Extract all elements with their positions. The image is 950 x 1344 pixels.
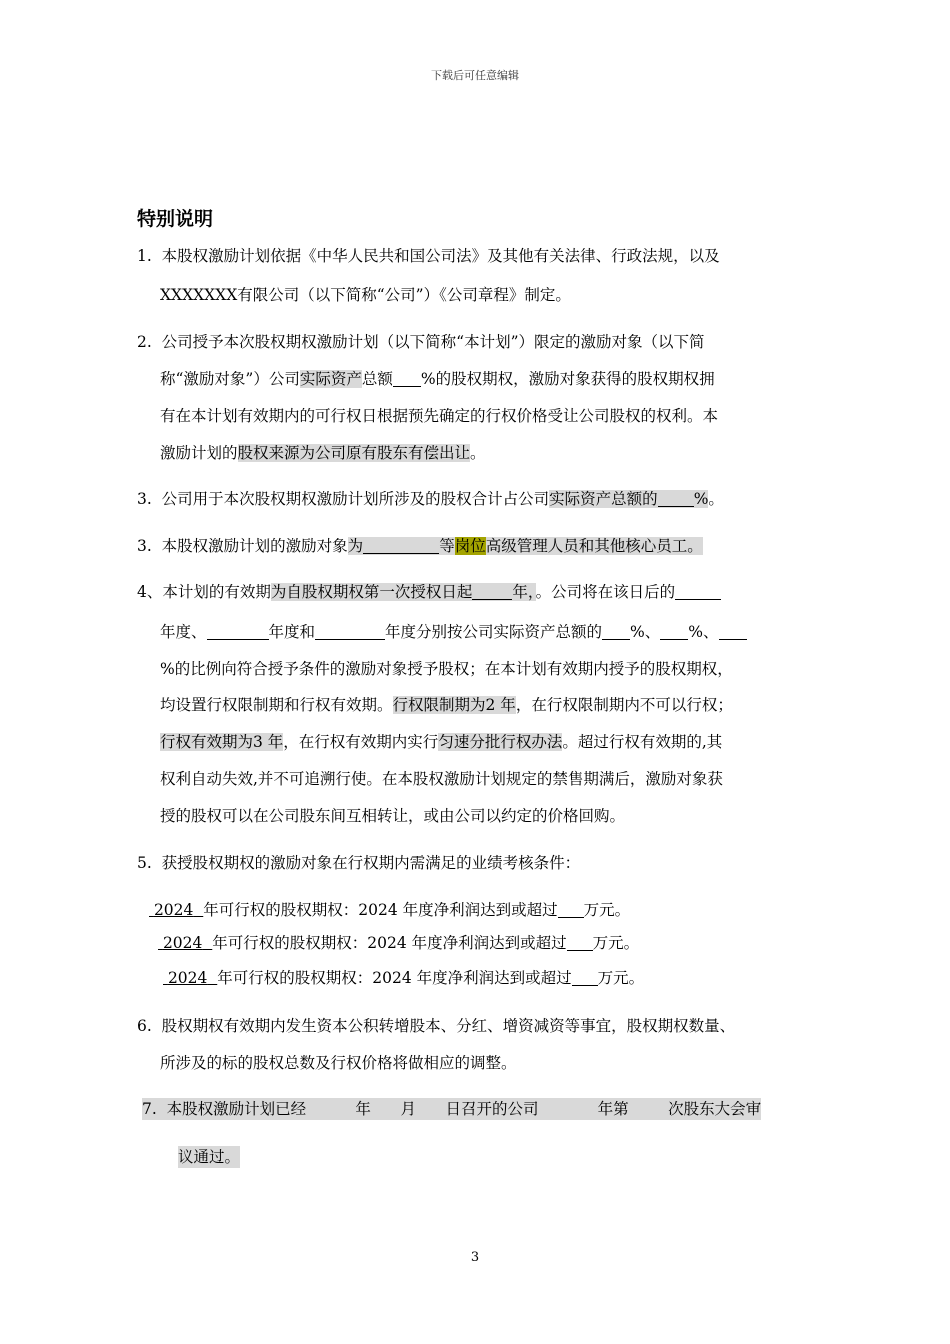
performance-row-3 [163, 967, 644, 989]
text-run: 万元。 [583, 901, 631, 919]
text-run: 年度和 [268, 623, 316, 641]
highlight-total-assets [549, 490, 708, 508]
text-run: %、 [688, 623, 719, 641]
year-blank[interactable] [207, 623, 269, 640]
text-run: 称“激励对象”）公司 [160, 370, 300, 388]
text-run: 年， [512, 583, 536, 601]
highlight-actual-assets: 实际资产 [299, 370, 362, 388]
text-run: 。超过行权有效期的,其 [562, 733, 723, 751]
item-5-line [137, 852, 580, 874]
text-run: 为 [347, 537, 364, 555]
page-number: 3 [470, 1250, 480, 1265]
text-run: 激励计划的 [160, 444, 238, 462]
text-run: 年度、 [160, 623, 207, 641]
text-run: 等 [439, 537, 455, 555]
text-run: ，在行权有效期内实行 [283, 733, 439, 751]
item-4-line-5 [160, 731, 722, 753]
item-1-line-1 [137, 245, 720, 267]
text-run: 万元。 [597, 969, 645, 987]
text-run: 4、本计划的有效期 [137, 583, 271, 601]
text-run: 年可行权的股权期权：2024 年度净利润达到或超过 [217, 969, 572, 987]
item-4-line-2 [160, 621, 747, 643]
item-7-line-2: 议通过。 [178, 1148, 241, 1166]
text-run: 年可行权的股权期权：2024 年度净利润达到或超过 [212, 934, 567, 952]
text-run: 总额 [361, 370, 393, 388]
text-run: %、 [630, 623, 661, 641]
item-1-line-2: XXXXXXX有限公司（以下简称“公司”）《公司章程》制定。 [160, 286, 571, 304]
text-run: % [693, 490, 709, 508]
highlight-restriction-period: 行权限制期为2 年 [392, 696, 516, 714]
position-blank[interactable] [363, 537, 439, 554]
text-run: 2024 [162, 934, 203, 952]
text-run: 均设置行权限制期和行权有效期。 [160, 696, 393, 714]
text-run: %的股权期权，激励对象获得的股权期权拥 [420, 370, 715, 388]
item-3b-number: 3. [137, 537, 152, 555]
percent-blank[interactable] [602, 623, 630, 640]
item-2-text: 公司授予本次股权期权激励计划（以下简称“本计划”）限定的激励对象（以下简 [161, 333, 705, 351]
item-3-line [137, 488, 724, 510]
item-4-line-7: 授的股权可以在公司股东间互相转让，或由公司以约定的价格回购。 [160, 807, 626, 825]
item-2-line-1 [137, 331, 705, 353]
highlight-exercise-method: 匀速分批行权办法 [438, 733, 563, 751]
page-header: 下载后可任意编辑 [431, 69, 519, 82]
performance-row-2 [158, 932, 639, 954]
text-run: 万元。 [592, 934, 640, 952]
text-run: 股权期权有效期内发生资本公积转增股本、分红、增资减资等事宜，股权期权数量、 [161, 1017, 736, 1035]
item-3b-line [137, 535, 703, 557]
item-7-line-1: 7. 本股权激励计划已经 年 月 日召开的公司 年第 次股东大会审 [142, 1100, 762, 1118]
text-run: 2024 [167, 969, 208, 987]
item-1-text: 本股权激励计划依据《中华人民共和国公司法》及其他有关法律、行政法规，以及 [161, 247, 720, 265]
highlight-equity-source: 股权来源为公司原有股东有偿出让 [237, 444, 471, 462]
text-run: 公司用于本次股权期权激励计划所涉及的股权合计占公司 [161, 490, 550, 508]
year-blank[interactable] [675, 583, 721, 600]
text-run: 为自股权期权第一次授权日起 [270, 583, 473, 601]
percent-blank[interactable] [660, 623, 688, 640]
years-blank[interactable] [472, 583, 512, 600]
year-value [149, 901, 203, 919]
item-5-number: 5. [137, 854, 152, 872]
text-run: 实际资产总额的 [549, 490, 658, 508]
text-run: ，在行权限制期内不可以行权； [515, 696, 733, 714]
profit-blank[interactable] [567, 934, 593, 951]
item-4-line-1 [137, 581, 721, 603]
percent-blank[interactable] [393, 370, 421, 387]
profit-blank[interactable] [558, 901, 584, 918]
text-run: 年可行权的股权期权：2024 年度净利润达到或超过 [203, 901, 558, 919]
text-run: 。公司将在该日后的 [535, 583, 676, 601]
item-2-number: 2. [137, 333, 152, 351]
item-2-line-3: 有在本计划有效期内的可行权日根据预先确定的行权价格受让公司股权的权利。本 [160, 407, 719, 425]
highlight-exercise-period: 行权有效期为3 年 [160, 733, 284, 751]
text-run: 本股权激励计划的激励对象 [161, 537, 348, 555]
text-run: 获授股权期权的激励对象在行权期内需满足的业绩考核条件： [161, 854, 581, 872]
text-run: 。 [470, 444, 486, 462]
text-run: 2024 [153, 901, 194, 919]
highlight-target-group [348, 537, 703, 555]
item-1-number: 1. [137, 247, 152, 265]
year-value [163, 969, 217, 987]
year-value [158, 934, 212, 952]
percent-blank[interactable] [719, 623, 747, 640]
performance-row-1 [149, 899, 630, 921]
item-4-line-3: %的比例向符合授予条件的激励对象授予股权；在本计划有效期内授予的股权期权， [160, 660, 733, 678]
percent-blank[interactable] [658, 490, 694, 507]
item-4-line-6: 权利自动失效,并不可追溯行使。在本股权激励计划规定的禁售期满后，激励对象获 [160, 770, 723, 788]
text-run: 年度分别按公司实际资产总额的 [385, 623, 603, 641]
item-6-number: 6. [137, 1017, 152, 1035]
item-3-number: 3. [137, 490, 152, 508]
profit-blank[interactable] [572, 969, 598, 986]
highlight-validity-period [271, 583, 536, 601]
item-2-line-4 [160, 442, 486, 464]
text-run: 高级管理人员和其他核心员工。 [485, 537, 703, 555]
item-6-line-1 [137, 1015, 735, 1037]
year-blank[interactable] [315, 623, 385, 640]
item-4-line-4 [160, 694, 733, 716]
text-run: 。 [708, 490, 724, 508]
item-2-line-2 [160, 368, 715, 390]
section-title: 特别说明 [137, 208, 214, 230]
item-6-line-2: 所涉及的标的股权总数及行权价格将做相应的调整。 [160, 1054, 517, 1072]
highlight-position: 岗位 [454, 537, 486, 555]
